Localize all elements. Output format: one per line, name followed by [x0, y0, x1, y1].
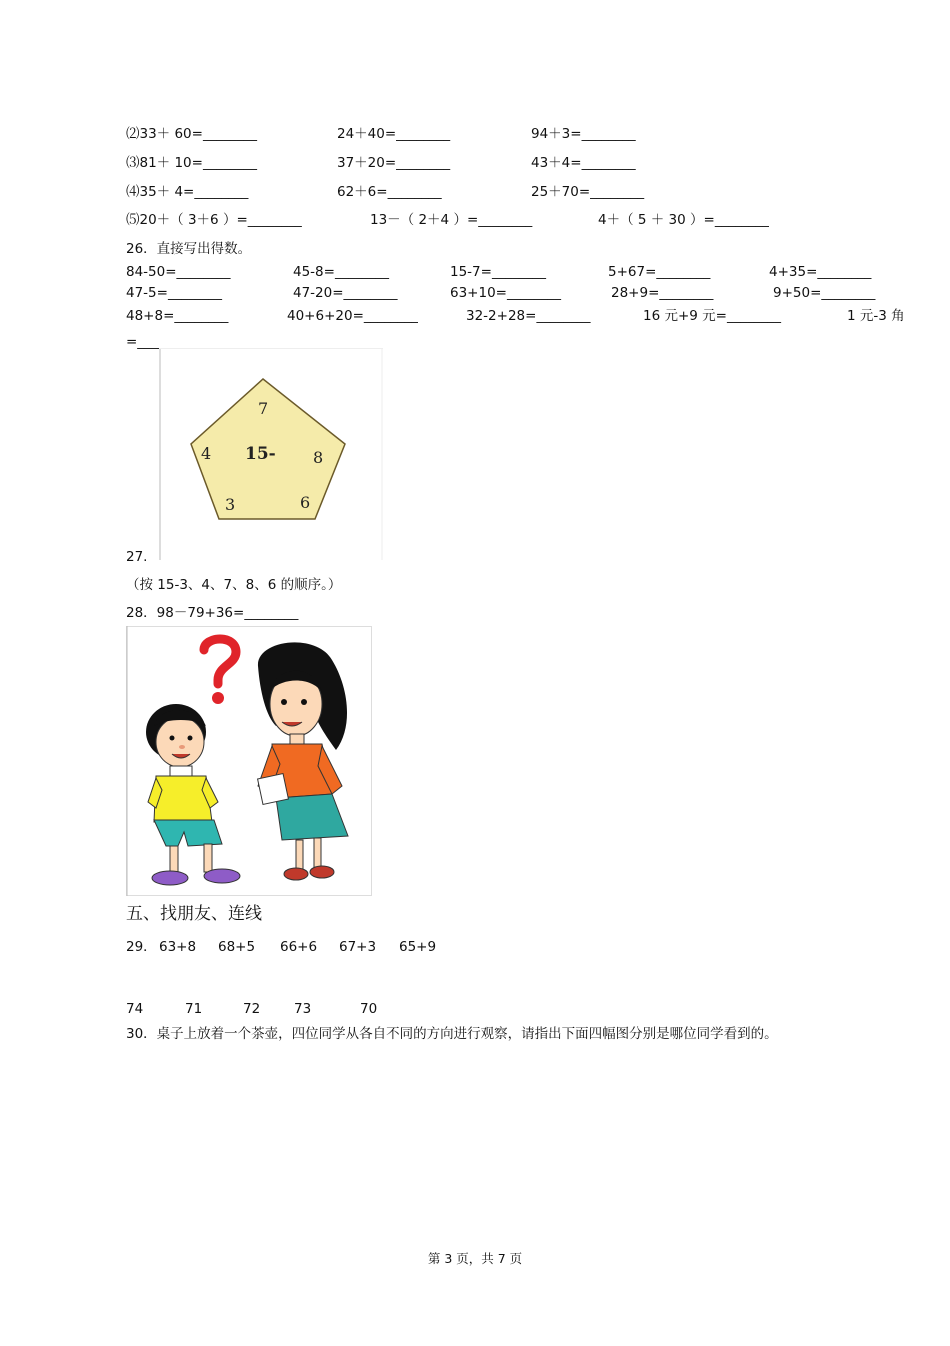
- page-footer: 第 3 页，共 7 页: [427, 1251, 523, 1266]
- q26-r2-e: 9+50=________: [773, 285, 876, 301]
- q26-r2-d: 28+9=________: [611, 285, 714, 301]
- q29-answer-5: 70: [360, 1001, 378, 1017]
- q25-3-c: 43＋4=________: [531, 155, 636, 171]
- q27-label: 27.: [126, 549, 148, 565]
- q26-r3-e: 1 元-3 角: [847, 308, 905, 324]
- q25-4-b: 62＋6=________: [337, 184, 442, 200]
- boy-teacher-illustration: [126, 626, 372, 896]
- q25-3-a: ⑶81＋ 10=________: [126, 155, 257, 171]
- q29-expr-1: 63+8: [159, 939, 197, 955]
- q26-r3-b: 40+6+20=________: [287, 308, 418, 324]
- q29-answer-4: 73: [294, 1001, 312, 1017]
- q25-2-c: 94＋3=________: [531, 126, 636, 142]
- pentagon-bottom-right: 6: [300, 493, 311, 512]
- q26-wrap: =________: [126, 334, 192, 350]
- pentagon-left: 4: [201, 444, 212, 463]
- q29-answer-1: 74: [126, 1001, 144, 1017]
- pentagon-bottom-left: 3: [225, 495, 236, 514]
- q25-5-b: 13－（ 2＋4 ）=________: [370, 212, 533, 228]
- q25-5-c: 4＋（ 5 ＋ 30 ）=________: [598, 212, 769, 228]
- q25-2-a: ⑵33＋ 60=________: [126, 126, 257, 142]
- q26-r1-d: 5+67=________: [608, 264, 711, 280]
- q29-answer-3: 72: [243, 1001, 261, 1017]
- q28-text: 28．98－79+36=________: [126, 605, 299, 621]
- q26-r1-a: 84-50=________: [126, 264, 231, 280]
- q25-4-a: ⑷35＋ 4=________: [126, 184, 249, 200]
- q26-r1-e: 4+35=________: [769, 264, 872, 280]
- q29-answer-2: 71: [185, 1001, 203, 1017]
- q29-expr-2: 68+5: [218, 939, 256, 955]
- q25-3-b: 37＋20=________: [337, 155, 451, 171]
- q26-r2-b: 47-20=________: [293, 285, 398, 301]
- q26-title: 26．直接写出得数。: [126, 241, 252, 257]
- section5-heading: 五、找朋友、连线: [126, 904, 262, 924]
- q26-r3-c: 32-2+28=________: [466, 308, 591, 324]
- q25-4-c: 25＋70=________: [531, 184, 645, 200]
- q29-expr-3: 66+6: [280, 939, 318, 955]
- q25-2-b: 24＋40=________: [337, 126, 451, 142]
- q25-5-a: ⑸20＋（ 3＋6 ）=________: [126, 212, 302, 228]
- q30-text: 30．桌子上放着一个茶壶，四位同学从各自不同的方向进行观察，请指出下面四幅图分别是哪位同学看到的。: [126, 1026, 778, 1042]
- q26-r1-b: 45-8=________: [293, 264, 389, 280]
- q26-r2-c: 63+10=________: [450, 285, 561, 301]
- q26-r3-a: 48+8=________: [126, 308, 229, 324]
- pentagon-center: 15-: [245, 444, 276, 464]
- pentagon-top: 7: [258, 399, 269, 418]
- q27-note: （按 15-3、4、7、8、6 的顺序。）: [126, 577, 342, 593]
- pentagon-right: 8: [313, 448, 324, 467]
- q26-r1-c: 15-7=________: [450, 264, 546, 280]
- q26-r2-a: 47-5=________: [126, 285, 222, 301]
- q29-label: 29．: [126, 939, 157, 955]
- q29-expr-4: 67+3: [339, 939, 377, 955]
- q26-r3-d: 16 元+9 元=________: [643, 308, 781, 324]
- pentagon-figure: [159, 348, 383, 560]
- q29-expr-5: 65+9: [399, 939, 437, 955]
